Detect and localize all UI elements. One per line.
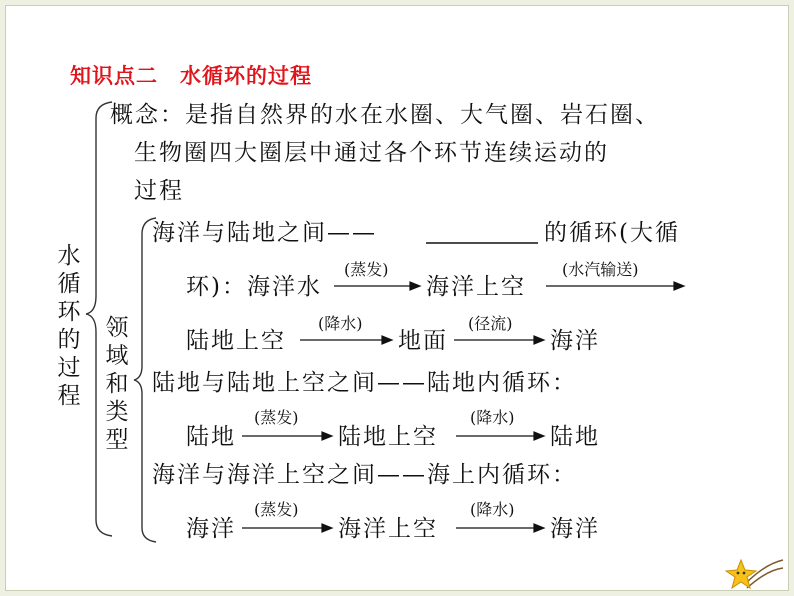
sea-cycle-header: 海洋与海洋上空之间——海上内循环： xyxy=(152,462,577,488)
sea-land-line-2b: 海洋上空 xyxy=(426,274,526,300)
concept-line-2: 生物圈四大圈层中通过各个环节连续运动的 xyxy=(134,140,609,166)
sea-land-line-3a: 陆地上空 xyxy=(186,328,286,354)
page-title: 知识点二 水循环的过程 xyxy=(70,64,312,88)
sea-land-line-1a: 海洋与陆地之间—— xyxy=(152,220,377,246)
sea-land-line-1b: 的循环(大循 xyxy=(544,220,680,246)
land-cycle-header: 陆地与陆地上空之间——陆地内循环： xyxy=(152,370,577,396)
sea-arrow-label-2: (降水) xyxy=(470,500,515,519)
sea-land-line-3c: 海洋 xyxy=(550,328,600,354)
sea-cycle-a: 海洋 xyxy=(186,516,236,542)
land-cycle-c: 陆地 xyxy=(550,424,600,450)
sea-land-line-3b: 地面 xyxy=(398,328,448,354)
arrow-label-vapor-transport: (水汽输送) xyxy=(562,260,639,279)
sea-arrow-label-1: (蒸发) xyxy=(254,500,299,519)
arrow-label-precipitation: (降水) xyxy=(318,314,363,333)
land-cycle-a: 陆地 xyxy=(186,424,236,450)
arrow-label-runoff: (径流) xyxy=(468,314,513,333)
branch-label: 领域和类型 xyxy=(105,315,129,453)
concept-line-1: 概念：是指自然界的水在水圈、大气圈、岩石圈、 xyxy=(110,102,660,128)
root-label: 水循环的过程 xyxy=(57,243,81,409)
star-icon xyxy=(725,554,785,594)
land-arrow-label-2: (降水) xyxy=(470,408,515,427)
sea-cycle-c: 海洋 xyxy=(550,516,600,542)
arrow-label-evaporation: (蒸发) xyxy=(344,260,389,279)
land-cycle-b: 陆地上空 xyxy=(338,424,438,450)
concept-line-3: 过程 xyxy=(134,178,184,204)
sea-land-line-2a: 环)：海洋水 xyxy=(186,274,322,300)
land-arrow-label-1: (蒸发) xyxy=(254,408,299,427)
sea-cycle-b: 海洋上空 xyxy=(338,516,438,542)
